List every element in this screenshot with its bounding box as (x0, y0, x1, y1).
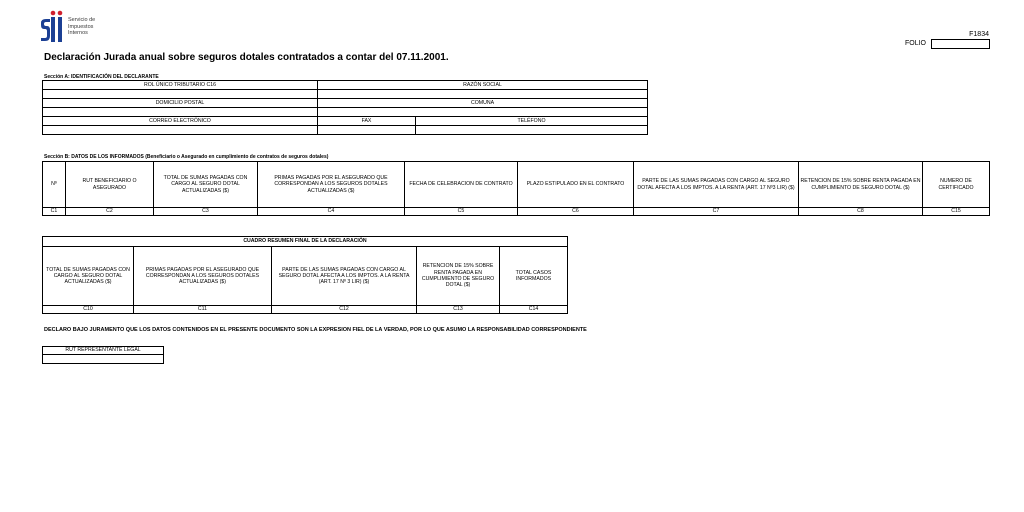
sii-logo-icon (40, 10, 66, 44)
razon-social-field[interactable] (318, 90, 648, 99)
code-cell: C7 (634, 208, 799, 216)
correo-label: CORREO ELECTRÓNICO (43, 117, 318, 126)
summary-header-cell: TOTAL DE SUMAS PAGADAS CON CARGO AL SEGURO DOTAL ACTUALIZADAS ($) (43, 247, 134, 306)
summary-header-cell: TOTAL CASOS INFORMADOS (500, 247, 568, 306)
domicilio-field[interactable] (43, 108, 318, 117)
rep-table (42, 346, 164, 364)
header-cell: PRIMAS PAGADAS POR EL ASEGURADO QUE CORRESPONDAN A LOS SEGUROS DOTALES ACTUALIZADAS ($) (258, 162, 405, 208)
header-cell: RUT BENEFICIARIO O ASEGURADO (66, 162, 154, 208)
code-cell: C2 (66, 208, 154, 216)
header-cell: PLAZO ESTIPULADO EN EL CONTRATO (518, 162, 634, 208)
code-cell: C5 (405, 208, 518, 216)
fax-field[interactable] (318, 126, 416, 135)
summary-code-cell: C10 (43, 306, 134, 314)
razon-social-label: RAZÓN SOCIAL (318, 81, 648, 90)
comuna-label: COMUNA (318, 99, 648, 108)
section-a-title: Sección A: IDENTIFICACIÓN DEL DECLARANTE (44, 74, 159, 80)
summary-header-cell: PARTE DE LAS SUMAS PAGADAS CON CARGO AL SEGURO DOTAL AFECTA A LOS IMPTOS. A LA RENTA (ART. 17 Nº 3 LIR) ($) (272, 247, 417, 306)
summary-code-cell: C12 (272, 306, 417, 314)
logo-line: Servicio de (68, 17, 96, 23)
code-cell: C4 (258, 208, 405, 216)
summary-table (42, 236, 568, 314)
header-cell: PARTE DE LAS SUMAS PAGADAS CON CARGO AL SEGURO DOTAL AFECTA A LOS IMPTOS. A LA RENTA (ART. 17 Nº3 LIR) ($) (634, 162, 799, 208)
domicilio-label: DOMICILIO POSTAL (43, 99, 318, 108)
logo-line: Internos (68, 30, 88, 36)
summary-code-cell: C11 (134, 306, 272, 314)
folio-input[interactable] (931, 39, 990, 49)
header-cell: FECHA DE CELEBRACION DE CONTRATO (405, 162, 518, 208)
code-cell: C8 (799, 208, 923, 216)
code-cell: C15 (923, 208, 990, 216)
code-cell: C3 (154, 208, 258, 216)
rut-field[interactable] (43, 90, 318, 99)
summary-code-cell: C14 (500, 306, 568, 314)
comuna-field[interactable] (318, 108, 648, 117)
summary-code-cell: C13 (417, 306, 500, 314)
sii-logo (40, 10, 120, 46)
correo-field[interactable] (43, 126, 318, 135)
rep-field[interactable] (43, 355, 164, 364)
summary-title: CUADRO RESUMEN FINAL DE LA DECLARACIÓN (43, 237, 568, 247)
rut-label: ROL ÚNICO TRIBUTARIO C16 (43, 81, 318, 90)
section-a-table (42, 80, 648, 135)
form-code: F1834 (969, 31, 989, 38)
code-cell: C1 (43, 208, 66, 216)
header-cell: TOTAL DE SUMAS PAGADAS CON CARGO AL SEGURO DOTAL ACTUALIZADAS ($) (154, 162, 258, 208)
logo-text (68, 17, 95, 37)
summary-header-cell: RETENCION DE 15% SOBRE RENTA PAGADA EN CUMPLIMIENTO DE SEGURO DOTAL ($) (417, 247, 500, 306)
page-title: Declaración Jurada anual sobre seguros dotales contratados a contar del 07.11.2001. (44, 52, 449, 63)
telefono-field[interactable] (416, 126, 648, 135)
header-cell: Nº (43, 162, 66, 208)
section-b-table (42, 161, 990, 216)
code-cell: C6 (518, 208, 634, 216)
declaration-text: DECLARO BAJO JURAMENTO QUE LOS DATOS CONTENIDOS EN EL PRESENTE DOCUMENTO SON LA EXPRESION FIEL DE LA VERDAD, POR LO QUE ASUMO LA RESPONSABILIDAD CORRESPONDIENTE (44, 327, 587, 333)
summary-header-cell: PRIMAS PAGADAS POR EL ASEGURADO QUE CORRESPONDAN A LOS SEGUROS DOTALES ACTUALIZADAS ($) (134, 247, 272, 306)
header-cell: NUMERO DE CERTIFICADO (923, 162, 990, 208)
folio-label: FOLIO (905, 40, 927, 47)
telefono-label: TELÉFONO (416, 117, 648, 126)
header-cell: RETENCION DE 15% SOBRE RENTA PAGADA EN CUMPLIMIENTO DE SEGURO DOTAL ($) (799, 162, 923, 208)
section-b-title: Sección B: DATOS DE LOS INFORMADOS (Beneficiario o Asegurado en cumplimiento de contratos de seguros dotales) (44, 154, 329, 160)
logo-line: Impuestos (68, 23, 94, 30)
rep-label: RUT REPRESENTANTE LEGAL (43, 347, 164, 355)
fax-label: FAX (318, 117, 416, 126)
